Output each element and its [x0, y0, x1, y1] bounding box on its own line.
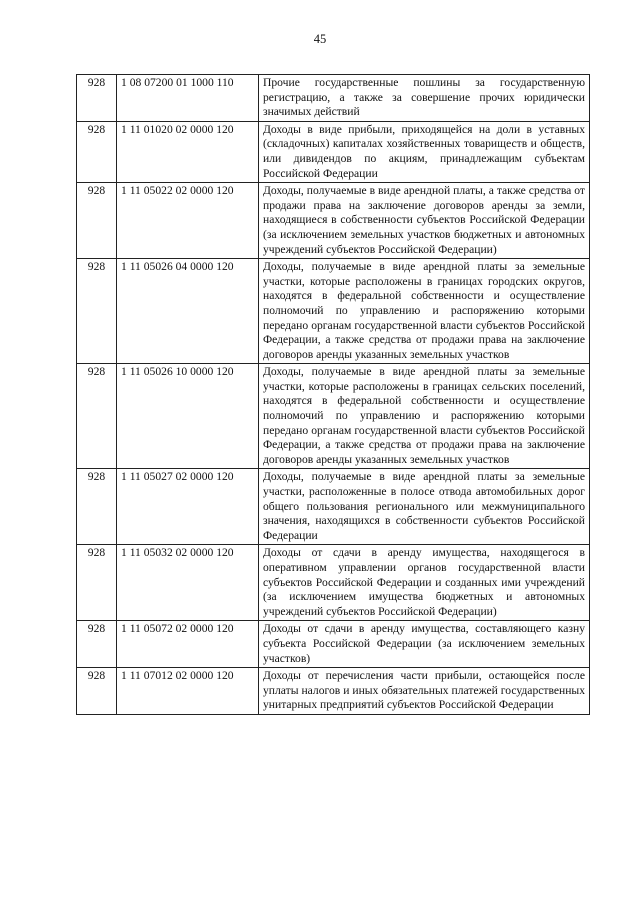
- budget-code-cell: 1 11 07012 02 0000 120: [117, 668, 259, 715]
- budget-code-cell: 1 08 07200 01 1000 110: [117, 75, 259, 122]
- description-cell: Доходы, получаемые в виде арендной платы, а также средства от продажи права на заключение договоров аренды за земли, находящиеся в собственности субъектов Российской Федерации (за исключением земельных участков бюджетных и автономных учреждений субъектов Российской Федерации): [259, 183, 590, 259]
- table-row: [77, 621, 590, 668]
- table-row: [77, 183, 590, 259]
- admin-code-cell: 928: [77, 668, 117, 715]
- description-cell: Доходы, получаемые в виде арендной платы за земельные участки, которые расположены в границах городских округов, находятся в федеральной собственности и осуществление полномочий по управлению и распоряжению которыми передано органам государственной власти субъектов Российской Федерации, а также средства от продажи права на заключение договоров аренды указанных земельных участков: [259, 259, 590, 364]
- admin-code-cell: 928: [77, 75, 117, 122]
- budget-code-cell: 1 11 05026 10 0000 120: [117, 364, 259, 469]
- admin-code-cell: 928: [77, 364, 117, 469]
- budget-code-cell: 1 11 05026 04 0000 120: [117, 259, 259, 364]
- admin-code-cell: 928: [77, 621, 117, 668]
- description-cell: Доходы от перечисления части прибыли, остающейся после уплаты налогов и иных обязательных платежей государственных унитарных предприятий субъектов Российской Федерации: [259, 668, 590, 715]
- table-row: [77, 259, 590, 364]
- budget-code-cell: 1 11 01020 02 0000 120: [117, 121, 259, 182]
- description-cell: Доходы от сдачи в аренду имущества, составляющего казну субъекта Российской Федерации (за исключением земельных участков): [259, 621, 590, 668]
- description-cell: Доходы от сдачи в аренду имущества, находящегося в оперативном управлении органов государственной власти субъектов Российской Федерации и созданных ими учреждений (за исключением имущества бюджетных и автономных учреждений субъектов Российской Федерации): [259, 545, 590, 621]
- admin-code-cell: 928: [77, 259, 117, 364]
- description-cell: Доходы, получаемые в виде арендной платы за земельные участки, расположенные в полосе отвода автомобильных дорог общего пользования регионального или межмуниципального значения, находящихся в собственности субъектов Российской Федерации: [259, 469, 590, 545]
- budget-code-cell: 1 11 05072 02 0000 120: [117, 621, 259, 668]
- admin-code-cell: 928: [77, 121, 117, 182]
- description-cell: Доходы, получаемые в виде арендной платы за земельные участки, которые расположены в границах сельских поселений, находятся в федеральной собственности и осуществление полномочий по управлению и распоряжению которыми передано органам государственной власти субъектов Российской Федерации, а также средства от продажи права на заключение договоров аренды указанных земельных участков: [259, 364, 590, 469]
- table-body: [77, 75, 590, 715]
- table-row: [77, 364, 590, 469]
- table-row: [77, 545, 590, 621]
- budget-code-cell: 1 11 05027 02 0000 120: [117, 469, 259, 545]
- table-row: [77, 121, 590, 182]
- budget-code-cell: 1 11 05032 02 0000 120: [117, 545, 259, 621]
- admin-code-cell: 928: [77, 545, 117, 621]
- admin-code-cell: 928: [77, 469, 117, 545]
- description-cell: Доходы в виде прибыли, приходящейся на доли в уставных (складочных) капиталах хозяйственных товариществ и обществ, или дивидендов по акциям, принадлежащим субъектам Российской Федерации: [259, 121, 590, 182]
- page-number: 45: [313, 32, 327, 46]
- budget-code-cell: 1 11 05022 02 0000 120: [117, 183, 259, 259]
- table-row: [77, 469, 590, 545]
- admin-code-cell: 928: [77, 183, 117, 259]
- description-cell: Прочие государственные пошлины за государственную регистрацию, а также за совершение прочих юридически значимых действий: [259, 75, 590, 122]
- table-row: [77, 668, 590, 715]
- table-row: [77, 75, 590, 122]
- revenue-codes-table: [76, 74, 590, 715]
